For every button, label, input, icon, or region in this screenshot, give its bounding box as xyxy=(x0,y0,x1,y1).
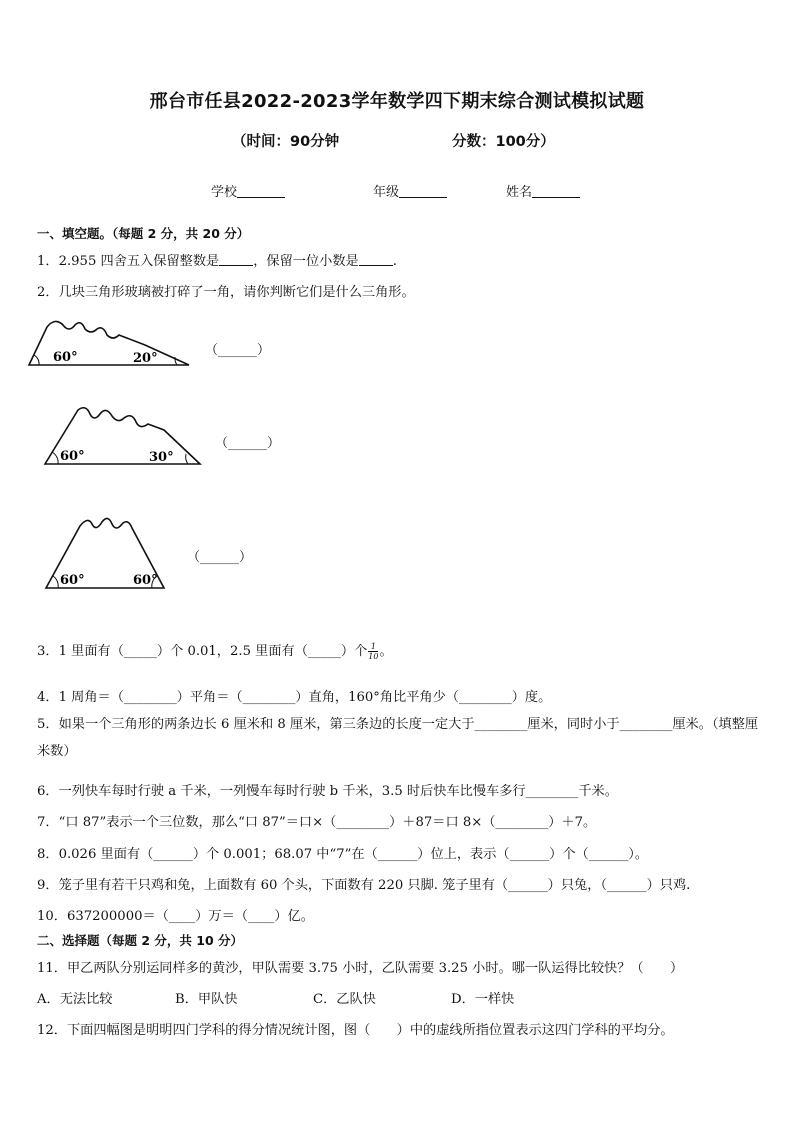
exam-score: 分数：100分） xyxy=(452,134,555,150)
triangle-2-left-arc xyxy=(52,452,58,464)
q3-fraction xyxy=(368,642,378,661)
name-field[interactable] xyxy=(506,181,580,200)
triangle-1-answer[interactable]: （______） xyxy=(205,343,271,358)
question-12: 12．下面四幅图是明明四门学科的得分情况统计图，图（ ）中的虚线所指位置表示这四门学科的平均分。 xyxy=(37,1023,674,1038)
triangle-2-answer[interactable]: （______） xyxy=(215,436,281,451)
triangle-2-right-arc xyxy=(186,454,188,464)
triangle-3-right-angle: 60° xyxy=(133,573,158,588)
triangle-2-left-angle: 60° xyxy=(60,449,85,464)
question-8: 8．0.026 里面有（______）个 0.001；68.07 中“7”在（______）位上，表示（______）个（______）。 xyxy=(37,847,649,862)
question-4: 4．1 周角＝（________）平角＝（________）直角，160°角比平角少（________）度。 xyxy=(37,690,552,705)
grade-field[interactable] xyxy=(373,181,447,200)
question-11: 11．甲乙两队分别运同样多的黄沙，甲队需要 3.75 小时，乙队需要 3.25 小时。哪一队运得比较快？（ ） xyxy=(37,961,684,976)
q3-numerator: 1 xyxy=(368,642,378,652)
school-label: 学校 xyxy=(211,185,238,200)
question-2: 2．几块三角形玻璃被打碎了一角，请你判断它们是什么三角形。 xyxy=(37,285,415,300)
q11-option-d[interactable]: D．一样快 xyxy=(451,992,515,1007)
triangle-3-answer[interactable]: （______） xyxy=(187,550,253,565)
triangle-1-left-angle: 60° xyxy=(53,350,78,365)
question-9: 9．笼子里有若干只鸡和兔，上面数有 60 个头，下面数有 220 只脚. 笼子里有（______）只兔，（______）只鸡. xyxy=(37,878,691,893)
q1-text-b: ，保留一位小数是 xyxy=(253,254,359,269)
grade-blank[interactable] xyxy=(399,185,447,198)
broken-triangle-3 xyxy=(40,512,170,594)
q1-text-a: 1．2.955 四舍五入保留整数是 xyxy=(37,254,220,269)
question-5: 5．如果一个三角形的两条边长 6 厘米和 8 厘米，第三条边的长度一定大于________厘米，同时小于________厘米。（填整厘米数） xyxy=(37,717,759,759)
triangle-3-left-angle: 60° xyxy=(60,573,85,588)
q3-denominator: 10 xyxy=(368,652,379,661)
section-1-heading: 一、填空题。（每题 2 分，共 20 分） xyxy=(37,226,250,241)
name-label: 姓名 xyxy=(506,185,533,200)
question-1 xyxy=(37,250,397,269)
section-2-heading: 二、选择题（每题 2 分，共 10 分） xyxy=(37,933,244,948)
school-blank[interactable] xyxy=(237,185,285,198)
triangle-3-left-arc xyxy=(53,576,58,588)
triangle-1-left-arc xyxy=(34,355,39,365)
page-title: 邢台市任县2022-2023学年数学四下期末综合测试模拟试题 xyxy=(149,91,645,112)
question-7: 7．“口 87”表示一个三位数，那么“口 87”＝口×（________）＋87＝口 8×（________）＋7。 xyxy=(37,815,597,830)
question-10: 10．637200000＝（____）万＝（____）亿。 xyxy=(37,909,314,924)
q11-option-b[interactable]: B．甲队快 xyxy=(175,992,238,1007)
triangle-1-right-angle: 20° xyxy=(133,351,158,366)
broken-triangle-2 xyxy=(40,400,205,470)
q11-option-c[interactable]: C．乙队快 xyxy=(313,992,376,1007)
q11-option-a[interactable]: A．无法比较 xyxy=(37,992,113,1007)
q1-text-c: . xyxy=(392,254,397,269)
q1-blank-2[interactable] xyxy=(359,253,393,266)
question-6: 6．一列快车每时行驶 a 千米，一列慢车每时行驶 b 千米，3.5 时后快车比慢车多行________千米。 xyxy=(37,784,618,799)
q3-end: 。 xyxy=(379,644,393,659)
broken-triangle-1 xyxy=(25,315,200,370)
exam-time: （时间：90分钟 xyxy=(232,134,340,150)
triangle-2-right-angle: 30° xyxy=(149,450,174,465)
name-blank[interactable] xyxy=(532,185,580,198)
q3-text: 3．1 里面有（_____）个 0.01，2.5 里面有（_____）个 xyxy=(37,644,368,659)
grade-label: 年级 xyxy=(373,185,400,200)
school-field[interactable] xyxy=(211,181,285,200)
q1-blank-1[interactable] xyxy=(219,253,253,266)
question-3 xyxy=(37,640,393,661)
